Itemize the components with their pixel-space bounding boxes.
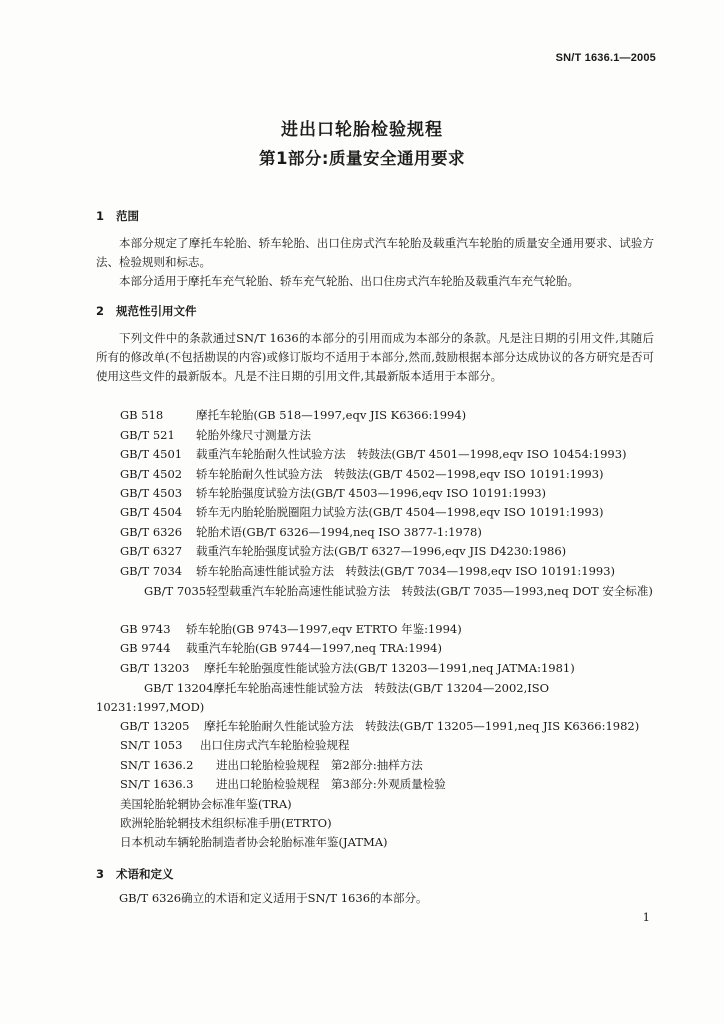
reference-code: GB 9744	[120, 641, 171, 655]
page-number: 1	[642, 910, 650, 924]
reference-code: GB/T 521	[120, 428, 175, 442]
reference-code: SN/T 1636.3	[120, 777, 194, 791]
reference-item	[120, 524, 482, 540]
section-title: 规范性引用文件	[116, 304, 197, 318]
reference-code: GB/T 13205	[120, 719, 190, 733]
reference-item	[120, 427, 311, 443]
reference-title: 载重汽车轮胎耐久性试验方法 转鼓法(GB/T 4501—1998,eqv ISO 10454:1993)	[196, 447, 627, 461]
reference-title: 轻型载重汽车轮胎高速性能试验方法 转鼓法(GB/T 7035—1993,neq DOT 安全标准)	[206, 584, 653, 598]
reference-title: 摩托车轮胎强度性能试验方法(GB/T 13203—1991,neq JATMA:1981)	[204, 661, 575, 675]
reference-item	[120, 466, 604, 482]
paragraph: 本部分规定了摩托车轮胎、轿车轮胎、出口住房式汽车轮胎及载重汽车轮胎的质量安全通用要求、试验方法、检验规则和标志。	[96, 236, 654, 269]
reference-code: GB 9743	[120, 622, 171, 636]
reference-title: 日本机动车辆轮胎制造者协会轮胎标准年鉴(JATMA)	[120, 835, 388, 849]
reference-item	[96, 582, 654, 601]
reference-code: GB/T 13204	[144, 681, 214, 695]
reference-item	[120, 776, 446, 792]
reference-title: 欧洲轮胎轮辋技术组织标准手册(ETRTO)	[120, 816, 332, 830]
document-subtitle: 第1部分:质量安全通用要求	[258, 149, 466, 168]
reference-code: GB/T 13203	[120, 661, 190, 675]
section-title: 术语和定义	[116, 867, 174, 881]
section-number: 2	[96, 304, 105, 318]
reference-code: GB/T 7034	[120, 564, 183, 578]
reference-item	[120, 737, 350, 753]
reference-item	[96, 679, 654, 717]
reference-title: 轿车轮胎耐久性试验方法 转鼓法(GB/T 4502—1998,eqv ISO 10191:1993)	[196, 467, 604, 481]
reference-item	[120, 407, 466, 423]
reference-title: 轿车无内胎轮胎脱圈阻力试验方法(GB/T 4504—1998,eqv ISO 10191:1993)	[196, 505, 604, 519]
reference-title: 进出口轮胎检验规程 第3部分:外观质量检验	[216, 777, 446, 791]
reference-item	[120, 834, 388, 850]
section-title: 范围	[116, 209, 139, 223]
reference-title: 摩托车轮胎高速性能试验方法 转鼓法(GB/T 13204—2002,ISO 10231:1997,MOD)	[96, 681, 550, 714]
document-title: 进出口轮胎检验规程	[281, 120, 443, 140]
reference-item	[120, 660, 575, 676]
reference-title: 轮胎术语(GB/T 6326—1994,neq ISO 3877-1:1978)	[196, 525, 482, 539]
reference-title: 摩托车轮胎耐久性能试验方法 转鼓法(GB/T 13205—1991,neq JIS K6366:1982)	[204, 719, 640, 733]
section-heading-scope	[96, 208, 139, 224]
reference-code: GB/T 4502	[120, 467, 183, 481]
reference-code: GB/T 4504	[120, 505, 183, 519]
reference-code: GB/T 6326	[120, 525, 183, 539]
reference-item	[120, 504, 604, 520]
paragraph: 下列文件中的条款通过SN/T 1636的本部分的引用而成为本部分的条款。凡是注日期的引用文件,其随后所有的修改单(不包括勘误的内容)或修订版均不适用于本部分,然而,鼓励根据本部分达成协议的各方研究是否可使用这些文件的最新版本。凡是不注日期的引用文件,其最新版本适用于本部分。	[96, 331, 654, 383]
reference-item	[120, 621, 462, 637]
reference-item	[120, 757, 423, 773]
reference-title: 轿车轮胎强度试验方法(GB/T 4503—1996,eqv ISO 10191:1993)	[196, 486, 547, 500]
reference-title: 出口住房式汽车轮胎检验规程	[200, 738, 350, 752]
paragraph: GB/T 6326确立的术语和定义适用于SN/T 1636的本部分。	[119, 891, 428, 905]
reference-item	[120, 718, 639, 734]
reference-item	[120, 485, 546, 501]
reference-item	[120, 543, 566, 559]
reference-code: GB/T 7035	[144, 584, 207, 598]
reference-title: 摩托车轮胎(GB 518—1997,eqv JIS K6366:1994)	[196, 408, 467, 422]
reference-title: 轿车轮胎(GB 9743—1997,eqv ETRTO 年鉴:1994)	[186, 622, 462, 636]
reference-title: 进出口轮胎检验规程 第2部分:抽样方法	[216, 758, 423, 772]
reference-item	[120, 796, 292, 812]
reference-item	[120, 640, 442, 656]
section-number: 3	[96, 867, 105, 881]
reference-title: 轮胎外缘尺寸测量方法	[196, 428, 311, 442]
section-number: 1	[96, 209, 105, 223]
reference-title: 轿车轮胎高速性能试验方法 转鼓法(GB/T 7034—1998,eqv ISO 10191:1993)	[196, 564, 616, 578]
reference-code: GB/T 4501	[120, 447, 183, 461]
reference-code: GB/T 4503	[120, 486, 183, 500]
reference-title: 载重汽车轮胎强度试验方法(GB/T 6327—1996,eqv JIS D4230:1986)	[196, 544, 567, 558]
reference-item	[120, 815, 332, 831]
section-heading-normative-references	[96, 303, 197, 319]
reference-code: GB 518	[120, 408, 164, 422]
reference-item	[120, 446, 627, 462]
paragraph: 本部分适用于摩托车充气轮胎、轿车充气轮胎、出口住房式汽车轮胎及载重汽车充气轮胎。	[119, 274, 579, 288]
reference-code: SN/T 1053	[120, 738, 183, 752]
standard-number: SN/T 1636.1—2005	[555, 52, 656, 64]
reference-title: 美国轮胎轮辋协会标准年鉴(TRA)	[120, 797, 292, 811]
section-heading-terms-definitions	[96, 866, 174, 882]
reference-code: GB/T 6327	[120, 544, 183, 558]
reference-title: 载重汽车轮胎(GB 9744—1997,neq TRA:1994)	[186, 641, 442, 655]
reference-code: SN/T 1636.2	[120, 758, 194, 772]
reference-item	[120, 563, 615, 579]
